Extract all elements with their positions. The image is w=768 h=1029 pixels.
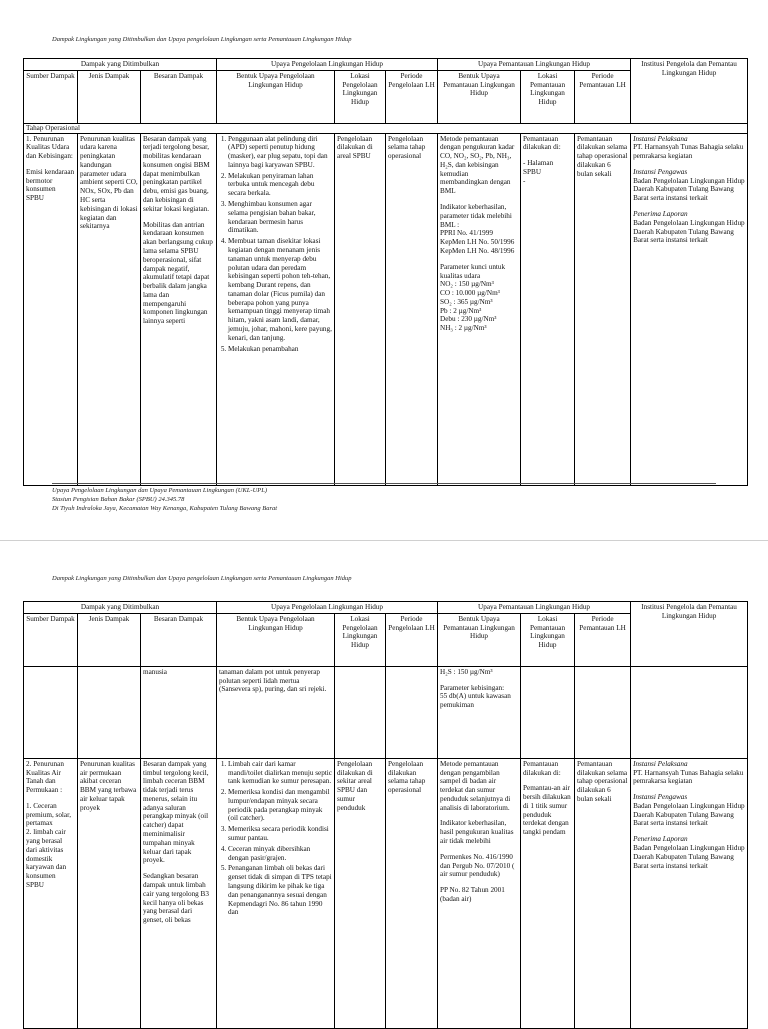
- institusi-role: Penerima Laporan: [633, 835, 688, 844]
- lokasi-pemantauan-intro: Pemantauan dilakukan di:: [523, 759, 561, 777]
- pengelolaan-item: 2. Memeriksa kondisi dan mengambil lumpur/endapan minyak secara periodik pada perangkap minyak (oil catcher).: [228, 788, 332, 823]
- institusi-role: Instansi Pelaksana: [633, 134, 688, 143]
- cell-institusi: [631, 133, 748, 485]
- parameter-value: NH₃ : 2 µg/Nm³: [440, 324, 487, 333]
- col-header-jenis: Jenis Dampak: [78, 613, 141, 666]
- lokasi-pemantauan-item: -: [523, 176, 526, 185]
- regulation-ref: Permenkes No. 416/1990 dan Pergub No. 07/2010 ( air sumur penduduk): [440, 852, 515, 879]
- sumber-title: 2. Penurunan Kualitas Air Tanah dan Permukaan :: [26, 759, 64, 795]
- cell-pengelolaan: [217, 133, 335, 485]
- besaran-para-1: Besaran dampak yang timbul tergolong kecil, limbah ceceran BBM tidak terjadi terus menerus, selain itu adanya saluran perangkap minyak (oil catcher) dapat meminimalisir tumpahan minyak keluar dari tapak proyek.: [143, 759, 209, 865]
- pengelolaan-item: 2. Melakukan penyiraman lahan terbuka untuk mencegah debu secara berkala.: [228, 172, 332, 198]
- group-header-pemantauan: Upaya Pemantauan Lingkungan Hidup: [438, 602, 631, 614]
- col-header-institusi: Institusi Pengelola dan Pemantau Lingkungan Hidup: [631, 602, 748, 667]
- cell-lokasi-pengelolaan: Pengelolaan dilakukan di sekitar areal SPBU dan sumur penduduk: [335, 758, 386, 1028]
- pengelolaan-item: 4. Ceceran minyak dibersihkan dengan pasir/grajen.: [228, 845, 332, 863]
- cell-lokasi-pemantauan: [521, 758, 575, 1028]
- col-header-jenis: Jenis Dampak: [78, 70, 141, 123]
- pemantauan-method: Metode pemantauan dengan pengukuran kadar CO, NO₂, SO₂, Pb, NH₃, H₂S, dan kebisingan kemudian membandingkan dengan BML: [440, 134, 515, 196]
- parameter-value: Pb : 2 µg/Nm³: [440, 306, 482, 315]
- pengelolaan-item: 3. Memeriksa secara periodik kondisi sumur pantau.: [228, 825, 332, 843]
- cell-periode-pengelolaan-cont: [386, 666, 438, 758]
- sumber-title: 1. Penurunan Kualitas Udara dan Kebisingan:: [26, 134, 73, 161]
- cell-besaran: [141, 758, 217, 1028]
- besaran-para-2: Sedangkan besaran dampak untuk limbah cair yang tergolong B3 kecil hanya oli bekas yang berasal dari genset, oli bekas: [143, 872, 209, 925]
- institusi-role: Instansi Pelaksana: [633, 759, 688, 768]
- parameter-value: Debu : 230 µg/Nm³: [440, 315, 497, 324]
- cell-pengelolaan-cont: tanaman dalam pot untuk penyerap polutan seperti lidah mertua (Sansevera sp), puring, dan sri rejeki.: [217, 666, 335, 758]
- cell-jenis: Penurunan kualitas air permukaan akibat ceceran BBM yang terbawa air keluar tapak proyek: [78, 758, 141, 1028]
- institusi-text: PT. Harnansyah Tunas Bahagia selaku pemrakarsa kegiatan: [633, 768, 744, 786]
- cell-sumber: [24, 758, 78, 1028]
- group-header-pengelolaan: Upaya Pengelolaan Lingkungan Hidup: [217, 602, 438, 614]
- parameter-value: SO₂ : 365 µg/Nm³: [440, 297, 493, 306]
- cell-periode-pemantauan: Pemantauan dilakukan selama tahap operasional dilakukan 6 bulan sekali: [575, 133, 631, 485]
- noise-parameter-title: Parameter kebisingan:: [440, 683, 505, 692]
- footer-line: Upaya Pengelolaan Lingkungan dan Upaya Pemantauan Lingkungan (UKL-UPL): [52, 487, 268, 494]
- cell-periode-pengelolaan: Pengelolaan selama tahap operasional: [386, 133, 438, 485]
- pengelolaan-item: 5. Melakukan penambahan: [228, 345, 332, 354]
- col-header-sumber: Sumber Dampak: [24, 613, 78, 666]
- cell-sumber-cont: [24, 666, 78, 758]
- pemantauan-indicator: Indikator keberhasilan, parameter tidak melebihi BML :: [440, 203, 512, 229]
- cell-institusi: [631, 758, 748, 1028]
- footer-line: Stasiun Pengisian Bahan Bakar (SPBU) 24.345.78: [52, 496, 185, 504]
- besaran-para-1: Besaran dampak yang terjadi tergolong besar, mobilitas kendaraan konsumen ongisi BBM dapat menimbulkan peningkatan partikel debu, emisi gas buang, dan kebisingan di sekitar lokasi kegiatan.: [143, 134, 210, 213]
- col-header-besaran: Besaran Dampak: [141, 613, 217, 666]
- pemantauan-indicator: Indikator keberhasilan, hasil pengukuran kualitas air tidak melebihi: [440, 819, 514, 846]
- lokasi-pemantauan-intro: Pemantauan dilakukan di:: [523, 134, 561, 152]
- col-header-periode-pemantauan: Periode Pemantauan LH: [575, 70, 631, 123]
- cell-lokasi-pengelolaan-cont: [335, 666, 386, 758]
- cell-periode-pengelolaan: Pengelolaan dilakukan selama tahap operasional: [386, 758, 438, 1028]
- footer-rule: [52, 483, 716, 484]
- group-header-dampak: Dampak yang Ditimbulkan: [24, 602, 217, 614]
- col-header-lokasi-pemantauan: Lokasi Pemantauan Lingkungan Hidup: [521, 613, 575, 666]
- col-header-periode-pengelolaan: Periode Pengelolaan LH: [386, 70, 438, 123]
- page-header: Dampak Lingkungan yang Ditimbulkan dan Upaya pengelolaan Lingkungan serta Pemantauan Lingkungan Hidup: [52, 36, 352, 43]
- page-footer: [52, 486, 277, 513]
- lokasi-pemantauan-item: - Halaman SPBU: [523, 159, 554, 176]
- col-header-lokasi-pengelolaan: Lokasi Pengelolaan Lingkungan Hidup: [335, 613, 386, 666]
- parameter-value: H₂S : 150 µg/Nm³: [440, 667, 493, 676]
- parameter-value: CO : 10.000 µg/Nm³: [440, 289, 500, 298]
- col-header-bentuk-pengelolaan: Bentuk Upaya Pengelolaan Lingkungan Hidup: [217, 70, 335, 123]
- cell-pengelolaan: [217, 758, 335, 1028]
- cell-pemantauan: [438, 133, 521, 485]
- cell-periode-pemantauan-cont: [575, 666, 631, 758]
- cell-pemantauan-cont: [438, 666, 521, 758]
- regulation-ref: PPRI No. 41/1999: [440, 229, 493, 238]
- cell-sumber: [24, 133, 78, 485]
- institusi-role: Instansi Pengawas: [633, 167, 688, 176]
- pemantauan-method: Metode pemantauan dengan pengambilan sampel di badan air terdekat dan sumur penduduk selanjutnya di analisis di laboratorium.: [440, 759, 511, 812]
- col-header-bentuk-pengelolaan: Bentuk Upaya Pengelolaan Lingkungan Hidup: [217, 613, 335, 666]
- cell-lokasi-pengelolaan: Pengelolaan dilakukan di areal SPBU: [335, 133, 386, 485]
- col-header-periode-pengelolaan: Periode Pengelolaan LH: [386, 613, 438, 666]
- col-header-lokasi-pengelolaan: Lokasi Pengelolaan Lingkungan Hidup: [335, 70, 386, 123]
- col-header-sumber: Sumber Dampak: [24, 70, 78, 123]
- pengelolaan-item: 1. Limbah cair dari kamar mandi/toilet dialirkan menuju septic tank kemudian ke sumur peresapan.: [228, 760, 332, 786]
- pengelolaan-item: 5. Penanganan limbah oli bekas dari genset tidak di simpan di TPS tetapi langsung dikirim ke pihak ke tiga dan penanganannya sesuai dengan Kepmendagri No. 86 tahun 1990 dan: [228, 864, 332, 917]
- institusi-text: Badan Pengelolaan Lingkungan Hidup Daerah Kabupaten Tulang Bawang Barat serta instansi terkait: [633, 176, 745, 203]
- institusi-text: Badan Pengelolaan Lingkungan Hidup Daerah Kabupaten Tulang Bawang Barat serta instansi terkait: [633, 218, 745, 245]
- noise-parameter-value: 55 db(A) untuk kawasan pemukiman: [440, 692, 511, 710]
- ukl-upl-table-page1: [23, 58, 748, 486]
- col-header-bentuk-pemantauan: Bentuk Upaya Pemantauan Lingkungan Hidup: [438, 613, 521, 666]
- col-header-besaran: Besaran Dampak: [141, 70, 217, 123]
- institusi-role: Penerima Laporan: [633, 210, 688, 219]
- col-header-institusi: Institusi Pengelola dan Pemantau Lingkungan Hidup: [631, 59, 748, 124]
- footer-line: Di Tiyuh Indraloka Jaya, Kecamatan Way Kenanga, Kabupaten Tulang Bawang Barat: [52, 505, 278, 513]
- page-separator: [0, 540, 768, 541]
- col-header-periode-pemantauan: Periode Pemantauan LH: [575, 613, 631, 666]
- cell-pemantauan: [438, 758, 521, 1028]
- pengelolaan-item: 4. Membuat taman disekitar lokasi kegiatan dengan menanam jenis tanaman untuk menyerap debu polutan udara dan peredam kebisingan seperti pohon teh-tehan, kembang Durant repens, dan tanaman dolar (Ficus pumila) dan beberapa pohon yang punya kemampuan tinggi menyerap timah hitam, yakni asam landi, damar, jemuju, johar, mahoni, kere payung, kenari, dan tanjung.: [228, 237, 332, 342]
- sumber-item: 1. Ceceran premium, solar, pertamax: [26, 801, 72, 828]
- group-header-pengelolaan: Upaya Pengelolaan Lingkungan Hidup: [217, 59, 438, 71]
- pengelolaan-item: 1. Penggunaan alat pelindung diri (APD) seperti penutup hidung (masker), ear plug sepatu, topi dan lainnya bagi karyawan SPBU.: [228, 135, 332, 170]
- parameter-value: NO₂ : 150 µg/Nm³: [440, 280, 494, 289]
- institusi-text: Badan Pengelolaan Lingkungan Hidup Daerah Kabupaten Tulang Bawang Barat serta instansi terkait: [633, 801, 745, 828]
- institusi-text: Badan Pengelolaan Lingkungan Hidup Daerah Kabupaten Tulang Bawang Barat serta instansi terkait: [633, 844, 745, 870]
- key-parameter-title: Parameter kunci untuk kualitas udara: [440, 262, 506, 280]
- besaran-para-2: Mobilitas dan antrian kendaraan konsumen akan berlangsung cukup lama selama SPBU beroperasional, sifat dampak negatif, akumulatif tetapi dapat berbalik dalam jangka lama dan mempengaruhi komponen lingkungan lainnya seperti: [143, 220, 213, 326]
- sumber-item: 2. limbah cair yang berasal dari aktivitas domestik karyawan dan konsumen SPBU: [26, 828, 67, 889]
- cell-lokasi-pemantauan: [521, 133, 575, 485]
- regulation-ref: KepMen LH No. 48/1996: [440, 246, 515, 255]
- sumber-detail: Emisi kendaraan bermotor konsumen SPBU: [26, 167, 75, 203]
- cell-jenis-cont: [78, 666, 141, 758]
- regulation-ref: PP No. 82 Tahun 2001 (badan air): [440, 886, 505, 903]
- lokasi-pemantauan-item: Pemantau-an air bersih dilakukan di 1 titik sumur penduduk terdekat dengan tangki pendam: [523, 784, 571, 837]
- cell-besaran: [141, 133, 217, 485]
- cell-besaran-cont: manusia: [141, 666, 217, 758]
- col-header-bentuk-pemantauan: Bentuk Upaya Pemantauan Lingkungan Hidup: [438, 70, 521, 123]
- ukl-upl-table-page2: [23, 601, 748, 1029]
- cell-periode-pemantauan: Pemantauan dilakukan selama tahap operasional dilakukan 6 bulan sekali: [575, 758, 631, 1028]
- page-header: Dampak Lingkungan yang Ditimbulkan dan Upaya pengelolaan Lingkungan serta Pemantauan Lingkungan Hidup: [52, 575, 352, 582]
- institusi-text: PT. Harnansyah Tunas Bahagia selaku pemrakarsa kegiatan: [633, 143, 744, 161]
- section-label: Tahap Operasional: [24, 123, 748, 133]
- pengelolaan-item: 3. Menghimbau konsumen agar selama pengisian bahan bakar, kendaraan bermesin harus dimatikan.: [228, 200, 332, 235]
- cell-lokasi-pemantauan-cont: [521, 666, 575, 758]
- institusi-role: Instansi Pengawas: [633, 793, 688, 802]
- cell-institusi-cont: [631, 666, 748, 758]
- col-header-lokasi-pemantauan: Lokasi Pemantauan Lingkungan Hidup: [521, 70, 575, 123]
- group-header-pemantauan: Upaya Pemantauan Lingkungan Hidup: [438, 59, 631, 71]
- cell-jenis: Penurunan kualitas udara karena peningkatan kandungan parameter udara ambient seperti CO, NOx, SOx, Pb dan HC serta kebisingan di lokasi kegiatan dan sekitarnya: [78, 133, 141, 485]
- group-header-dampak: Dampak yang Ditimbulkan: [24, 59, 217, 71]
- regulation-ref: KepMen LH No. 50/1996: [440, 238, 515, 247]
